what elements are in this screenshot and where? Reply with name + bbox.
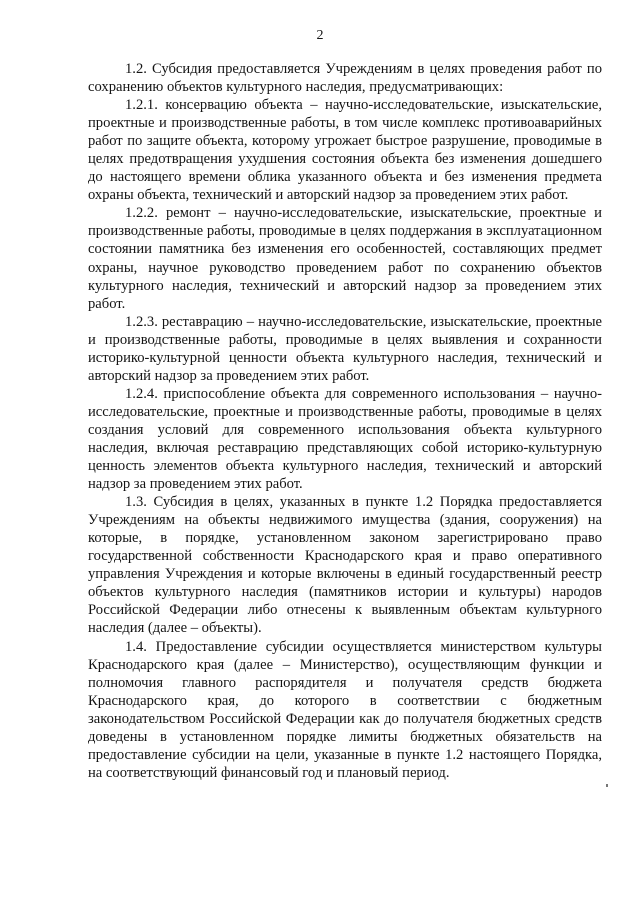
paragraph-1-2-3: 1.2.3. реставрацию – научно-исследовательские, изыскательские, проектные и производственные работы, проводимые в целях выявления и сохранности историко-культурной ценности объекта культурного наследия, технический и авторский надзор за проведением этих работ. (88, 313, 602, 384)
paragraph-1-2-1: 1.2.1. консервацию объекта – научно-исследовательские, изыскательские, проектные и производственные работы, в том числе комплекс противоаварийных работ по защите объекта, которому угрожает быстрое разрушение, проводимые в целях предотвращения ухудшения состояния объекта без изменения дошедшего до настоящего времени облика указанного объекта и без изменения предмета охраны объекта, технический и авторский надзор за проведением этих работ. (88, 97, 602, 204)
document-body (88, 60, 602, 782)
paragraph-1-3: 1.3. Субсидия в целях, указанных в пункте 1.2 Порядка предоставляется Учреждениям на объекты недвижимого имущества (здания, сооружения) на которые, в порядке, установленном законом зарегистрировано право государственной собственности Краснодарского края и право оперативного управления Учреждения и которые включены в единый государственный реестр объектов культурного наследия (памятников истории и культуры) народов Российской Федерации либо отнесены к выявленным объектам культурного наследия (далее – объекты). (88, 494, 602, 637)
paragraph-1-4: 1.4. Предоставление субсидии осуществляется министерством культуры Краснодарского края (далее – Министерство), осуществляющим функции и полномочия главного распорядителя и получателя средств бюджета Краснодарского края, до которого в соответствии с бюджетным законодательством Российской Федерации как до получателя бюджетных средств доведены в установленном порядке лимиты бюджетных обязательств на предоставление субсидии на цели, указанные в пункте 1.2 настоящего Порядка, на соответствующий финансовый год и плановый период. (88, 638, 602, 781)
page-number: 2 (316, 28, 324, 43)
scan-speck (606, 784, 608, 787)
paragraph-1-2-2: 1.2.2. ремонт – научно-исследовательские, изыскательские, проектные и производственные работы, проводимые в целях поддержания в эксплуатационном состоянии памятника без изменения его особенностей, составляющих предмет охраны, научное руководство проведением работ по сохранению объектов культурного наследия, технический и авторский надзор за проведением этих работ. (88, 205, 602, 312)
paragraph-1-2-4: 1.2.4. приспособление объекта для современного использования – научно-исследовательские, проектные и производственные работы, проводимые в целях создания условий для современного использования объекта культурного наследия, включая реставрацию представляющих собой историко-культурную ценность элементов объекта культурного наследия, технический и авторский надзор за проведением этих работ. (88, 385, 602, 493)
paragraph-1-2: 1.2. Субсидия предоставляется Учреждениям в целях проведения работ по сохранению объектов культурного наследия, предусматривающих: (88, 61, 602, 96)
